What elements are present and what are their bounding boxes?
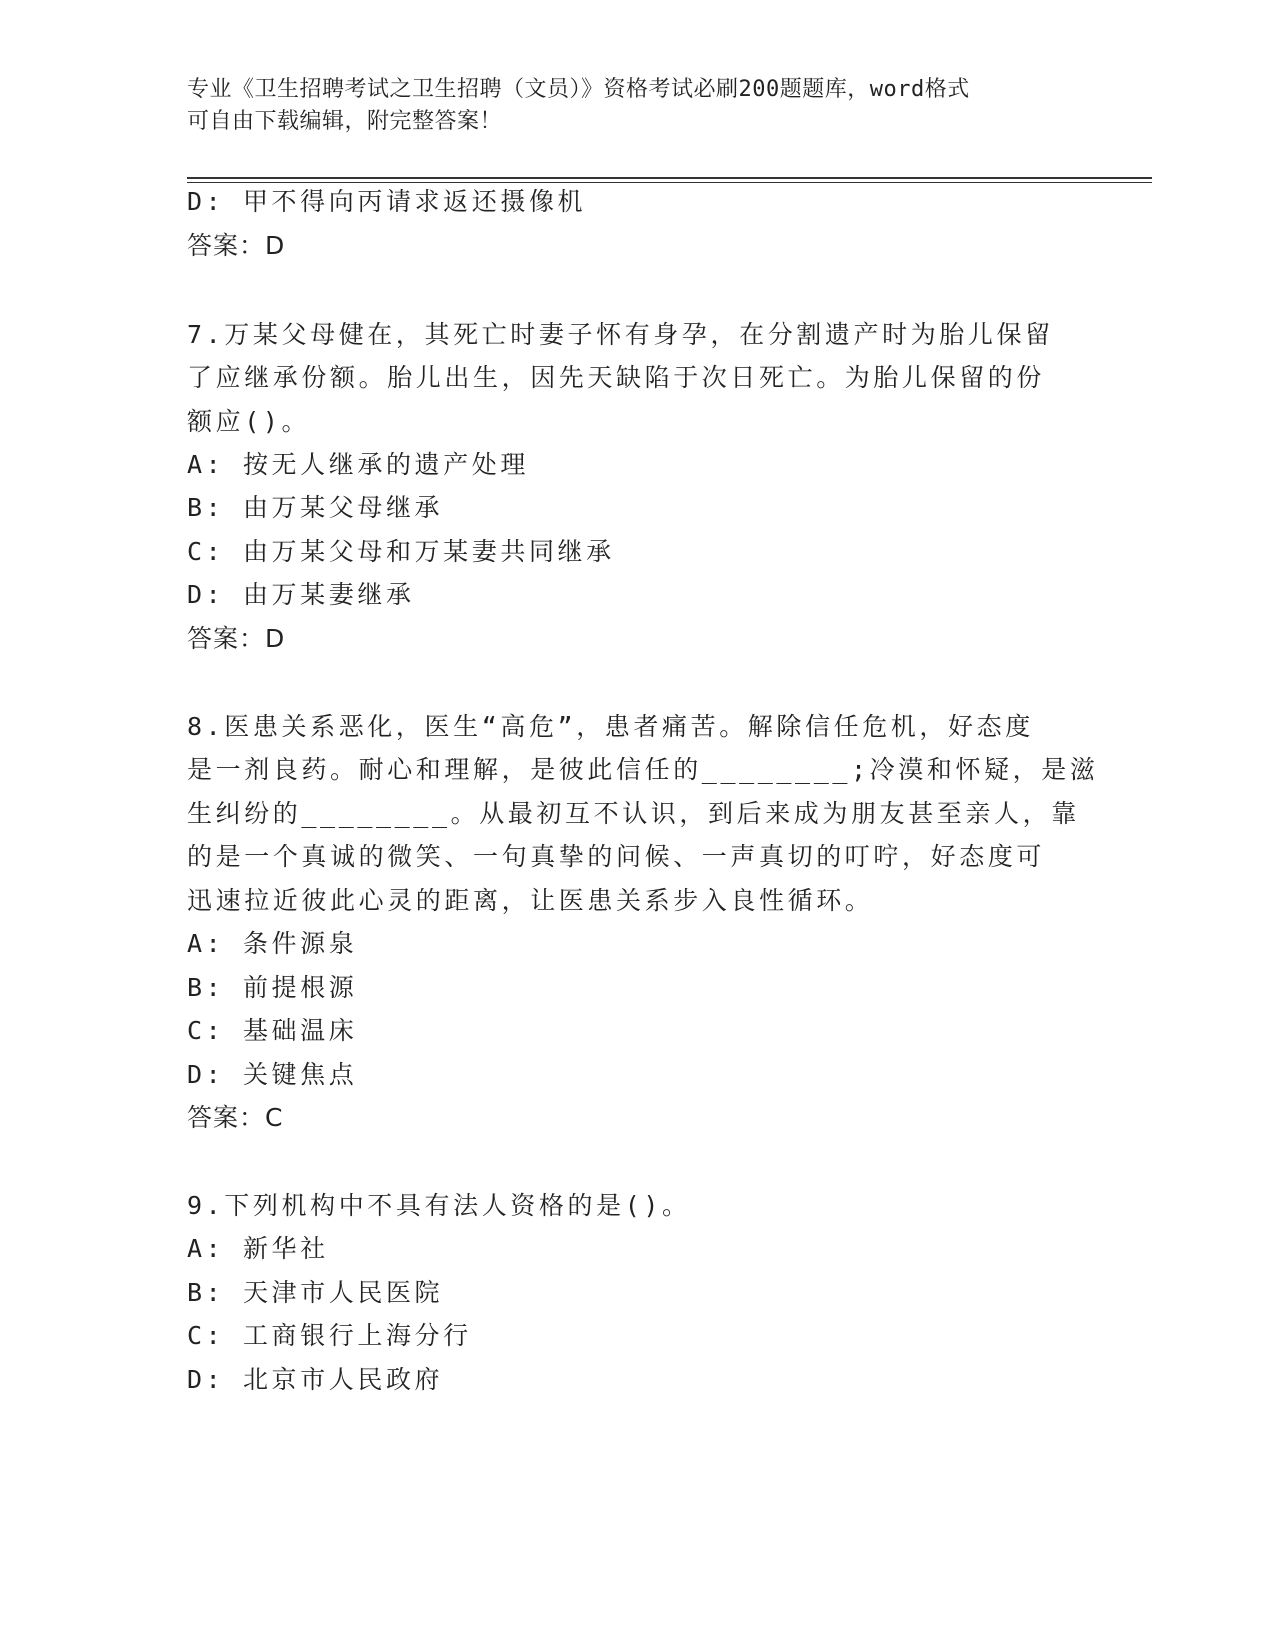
q7-option-c: C: 由万某父母和万某妻共同继承 — [187, 537, 615, 566]
q8-stem-line-3: 生纠纷的________。从最初互不认识，到后来成为朋友甚至亲人，靠 — [187, 799, 1080, 828]
q9-option-b: B: 天津市人民医院 — [187, 1278, 444, 1307]
q8-answer: 答案：C — [187, 1103, 284, 1132]
q9-option-c: C: 工商银行上海分行 — [187, 1321, 472, 1350]
prev-answer: 答案：D — [187, 231, 286, 260]
q7-answer: 答案：D — [187, 624, 286, 653]
q8-stem-line-1: 8.医患关系恶化，医生“高危”，患者痛苦。解除信任危机，好态度 — [187, 712, 1034, 741]
q8-option-d: D: 关键焦点 — [187, 1060, 358, 1089]
q8-stem-line-4: 的是一个真诚的微笑、一句真挚的问候、一声真切的叮咛，好态度可 — [187, 842, 1046, 871]
q7-stem-line-3: 额应()。 — [187, 407, 311, 436]
q7-stem-line-2: 了应继承份额。胎儿出生，因先天缺陷于次日死亡。为胎儿保留的份 — [187, 363, 1046, 392]
header-line-1: 专业《卫生招聘考试之卫生招聘（文员）》资格考试必刷200题题库，word格式 — [187, 77, 970, 102]
header-rule-thick — [187, 177, 1152, 179]
q7-stem-line-1: 7.万某父母健在，其死亡时妻子怀有身孕，在分割遗产时为胎儿保留 — [187, 320, 1054, 349]
header-rule-thin — [187, 182, 1152, 183]
q9-option-a: A: 新华社 — [187, 1234, 329, 1263]
q7-option-a: A: 按无人继承的遗产处理 — [187, 450, 529, 479]
q8-option-c: C: 基础温床 — [187, 1016, 358, 1045]
q9-stem-line-1: 9.下列机构中不具有法人资格的是()。 — [187, 1191, 691, 1220]
q8-option-a: A: 条件源泉 — [187, 929, 358, 958]
q7-option-d: D: 由万某妻继承 — [187, 580, 415, 609]
prev-option-d: D: 甲不得向丙请求返还摄像机 — [187, 187, 587, 216]
document-header — [187, 74, 1067, 138]
header-line-2: 可自由下载编辑，附完整答案！ — [187, 109, 503, 134]
q9-option-d: D: 北京市人民政府 — [187, 1365, 444, 1394]
q8-option-b: B: 前提根源 — [187, 973, 358, 1002]
q8-stem-line-2: 是一剂良药。耐心和理解，是彼此信任的________;冷漠和怀疑，是滋 — [187, 755, 1099, 784]
q7-option-b: B: 由万某父母继承 — [187, 493, 444, 522]
q8-stem-line-5: 迅速拉近彼此心灵的距离，让医患关系步入良性循环。 — [187, 886, 874, 915]
